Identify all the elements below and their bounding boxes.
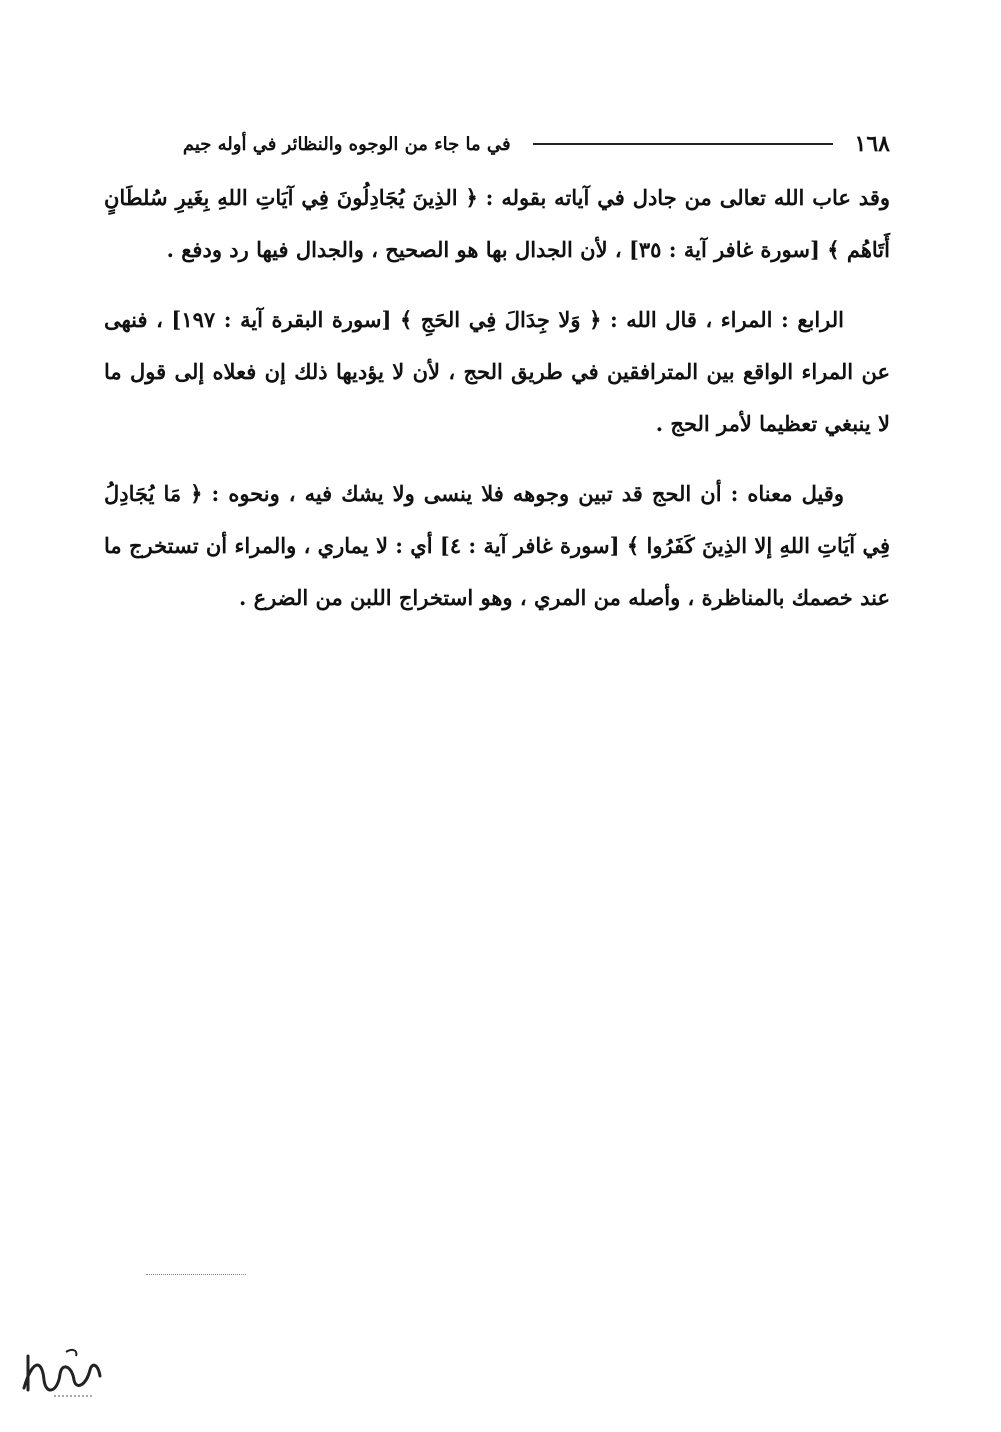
logo-calligraphy-icon [14, 1340, 108, 1402]
paragraph-3: وقيل معناه : أن الحج قد تبين وجوهه فلا ينسى ولا يشك فيه ، ونحوه : ﴿ مَا يُجَادِلُ فِي آيَاتِ اللهِ إلا الذِينَ كَفَرُوا ﴾ [سورة غافر آية : ٤] أي : لا يماري ، والمراء أن تستخرج ما عند خصمك بالمناظرة ، وأصله من المري ، وهو استخراج اللبن من الضرع . [104, 481, 890, 610]
page-number: ١٦٨ [854, 131, 890, 157]
body-text [104, 172, 890, 642]
paragraph-1: وقد عاب الله تعالى من جادل في آياته بقوله : ﴿ الذِينَ يُجَادِلُونَ فِي آيَاتِ اللهِ بِغَيرِ سُلطَانٍ أَتَاهُم ﴾ [سورة غافر آية : ٣٥] ، لأن الجدال بها هو الصحيح ، والجدال فيها رد ودفع . [104, 185, 890, 262]
footer-rule [146, 1274, 246, 1275]
paragraph-2: الرابع : المراء ، قال الله : ﴿ وَلا جِدَالَ فِي الحَجِ ﴾ [سورة البقرة آية : ١٩٧] ، فنهى عن المراء الواقع بين المترافقين في طريق الحج ، لأن لا يؤديها ذلك إن فعلاه إلى قول ما لا ينبغي تعظيما لأمر الحج . [104, 307, 890, 436]
running-title: في ما جاء من الوجوه والنظائر في أوله جيم [182, 133, 511, 155]
library-logo-icon [14, 1340, 108, 1402]
page-header [108, 124, 890, 164]
header-rule [533, 143, 833, 145]
